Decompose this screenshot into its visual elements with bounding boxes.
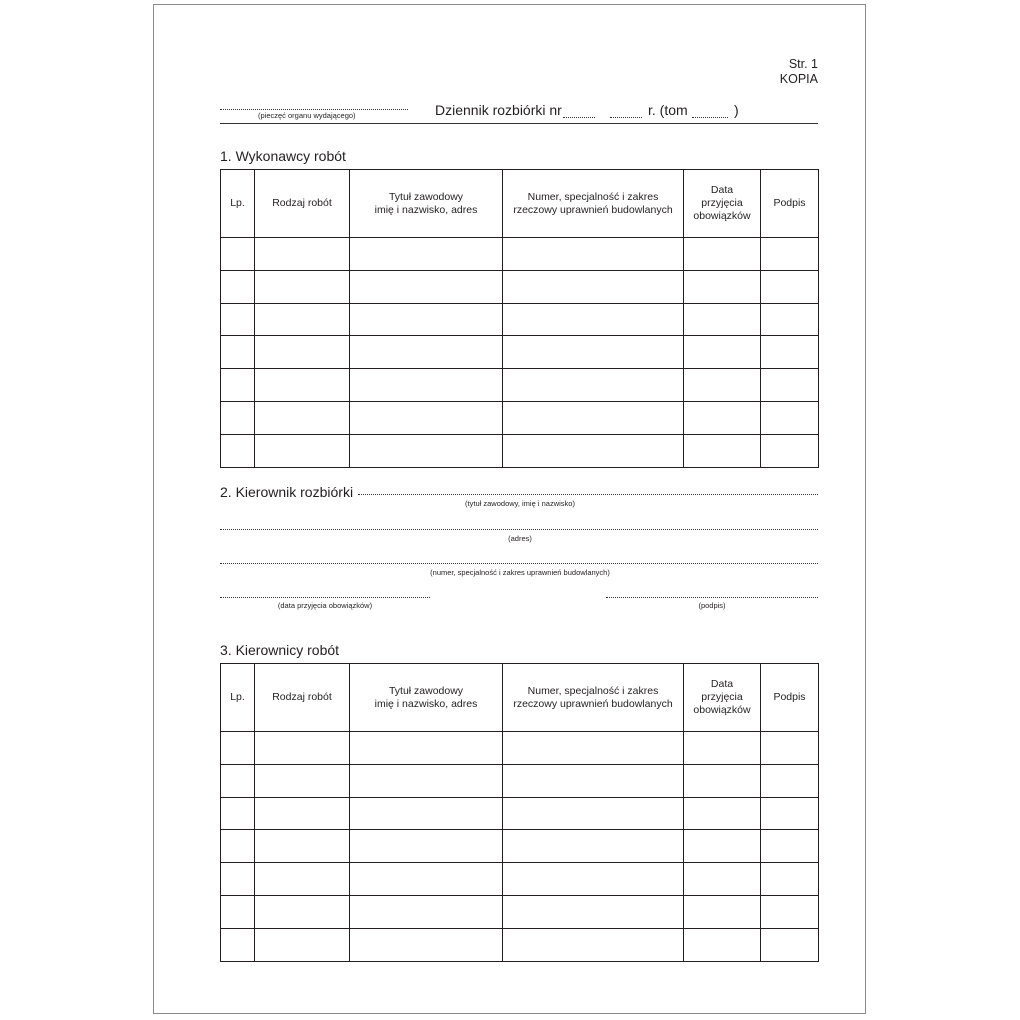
manager-name-field[interactable]: [358, 494, 818, 495]
cell-signature[interactable]: [761, 928, 819, 961]
cell-signature[interactable]: [761, 863, 819, 896]
cell-lp[interactable]: [221, 238, 255, 271]
page-number: Str. 1: [788, 57, 818, 71]
cell-work-type[interactable]: [255, 369, 350, 402]
cell-work-type[interactable]: [255, 830, 350, 863]
title-mid: r. (tom: [648, 102, 688, 118]
table-row: [221, 764, 819, 797]
copy-label: KOPIA: [779, 72, 818, 86]
cell-name-address[interactable]: [350, 434, 503, 467]
column-header-signature: Podpis: [761, 170, 819, 238]
cell-work-type[interactable]: [255, 270, 350, 303]
cell-date[interactable]: [684, 863, 761, 896]
table-row: [221, 928, 819, 961]
cell-date[interactable]: [684, 830, 761, 863]
cell-signature[interactable]: [761, 732, 819, 765]
cell-lp[interactable]: [221, 928, 255, 961]
cell-lp[interactable]: [221, 797, 255, 830]
cell-work-type[interactable]: [255, 863, 350, 896]
cell-lp[interactable]: [221, 336, 255, 369]
manager-signature-caption: (podpis): [698, 601, 726, 610]
cell-signature[interactable]: [761, 830, 819, 863]
cell-permissions[interactable]: [503, 732, 684, 765]
manager-date-field[interactable]: [220, 597, 430, 598]
column-header-lp: Lp.: [221, 664, 255, 732]
cell-signature[interactable]: [761, 270, 819, 303]
cell-name-address[interactable]: [350, 895, 503, 928]
cell-date[interactable]: [684, 270, 761, 303]
stamp-dotted-line[interactable]: [220, 109, 408, 110]
form-page: [153, 4, 866, 1014]
table-row: [221, 401, 819, 434]
cell-permissions[interactable]: [503, 895, 684, 928]
cell-name-address[interactable]: [350, 732, 503, 765]
column-header-name-address: Tytuł zawodowy imię i nazwisko, adres: [350, 170, 503, 238]
column-header-permissions: Numer, specjalność i zakres rzeczowy uprawnień budowlanych: [503, 664, 684, 732]
column-header-name-address: Tytuł zawodowy imię i nazwisko, adres: [350, 664, 503, 732]
cell-signature[interactable]: [761, 895, 819, 928]
cell-signature[interactable]: [761, 797, 819, 830]
cell-lp[interactable]: [221, 895, 255, 928]
cell-permissions[interactable]: [503, 401, 684, 434]
cell-date[interactable]: [684, 369, 761, 402]
column-header-permissions: Numer, specjalność i zakres rzeczowy uprawnień budowlanych: [503, 170, 684, 238]
title-prefix: Dziennik rozbiórki nr: [435, 102, 562, 118]
column-header-signature: Podpis: [761, 664, 819, 732]
cell-date[interactable]: [684, 895, 761, 928]
cell-permissions[interactable]: [503, 270, 684, 303]
section-1-heading: 1. Wykonawcy robót: [220, 148, 346, 164]
cell-name-address[interactable]: [350, 764, 503, 797]
section-2-heading: 2. Kierownik rozbiórki: [220, 484, 354, 500]
column-header-work-type: Rodzaj robót: [255, 664, 350, 732]
table-row: [221, 270, 819, 303]
cell-permissions[interactable]: [503, 863, 684, 896]
contractors-table: [220, 169, 819, 468]
cell-work-type[interactable]: [255, 895, 350, 928]
cell-date[interactable]: [684, 764, 761, 797]
column-header-work-type: Rodzaj robót: [255, 170, 350, 238]
cell-work-type[interactable]: [255, 434, 350, 467]
cell-lp[interactable]: [221, 270, 255, 303]
cell-permissions[interactable]: [503, 336, 684, 369]
cell-signature[interactable]: [761, 764, 819, 797]
manager-address-caption: (adres): [508, 534, 532, 543]
manager-name-caption: (tytuł zawodowy, imię i nazwisko): [465, 499, 575, 508]
manager-permissions-caption: (numer, specjalność i zakres uprawnień budowlanych): [430, 568, 610, 577]
cell-name-address[interactable]: [350, 863, 503, 896]
cell-name-address[interactable]: [350, 270, 503, 303]
cell-name-address[interactable]: [350, 336, 503, 369]
cell-lp[interactable]: [221, 863, 255, 896]
column-header-lp: Lp.: [221, 170, 255, 238]
table-row: [221, 434, 819, 467]
site-managers-table: [220, 663, 819, 962]
table-row: [221, 797, 819, 830]
manager-permissions-field[interactable]: [220, 563, 818, 564]
table-row: [221, 830, 819, 863]
column-header-date: Data przyjęcia obowiązków: [684, 170, 761, 238]
year-field[interactable]: [610, 117, 642, 118]
cell-work-type[interactable]: [255, 928, 350, 961]
table-row: [221, 863, 819, 896]
table-row: [221, 238, 819, 271]
title-end: ): [734, 102, 739, 118]
manager-date-caption: (data przyjęcia obowiązków): [277, 601, 373, 610]
cell-date[interactable]: [684, 303, 761, 336]
table-row: [221, 303, 819, 336]
cell-permissions[interactable]: [503, 797, 684, 830]
cell-permissions[interactable]: [503, 303, 684, 336]
table-row: [221, 369, 819, 402]
cell-date[interactable]: [684, 401, 761, 434]
cell-permissions[interactable]: [503, 764, 684, 797]
section-3-heading: 3. Kierownicy robót: [220, 642, 340, 658]
cell-name-address[interactable]: [350, 303, 503, 336]
header-rule: [220, 123, 818, 124]
table-header-row: [221, 170, 819, 238]
cell-signature[interactable]: [761, 401, 819, 434]
cell-lp[interactable]: [221, 369, 255, 402]
table-row: [221, 336, 819, 369]
cell-date[interactable]: [684, 797, 761, 830]
cell-name-address[interactable]: [350, 369, 503, 402]
cell-date[interactable]: [684, 928, 761, 961]
cell-date[interactable]: [684, 732, 761, 765]
table-row: [221, 895, 819, 928]
cell-name-address[interactable]: [350, 401, 503, 434]
cell-work-type[interactable]: [255, 732, 350, 765]
cell-signature[interactable]: [761, 303, 819, 336]
cell-work-type[interactable]: [255, 401, 350, 434]
cell-lp[interactable]: [221, 830, 255, 863]
cell-permissions[interactable]: [503, 830, 684, 863]
cell-signature[interactable]: [761, 434, 819, 467]
journal-number-field[interactable]: [563, 117, 595, 118]
cell-work-type[interactable]: [255, 303, 350, 336]
cell-lp[interactable]: [221, 732, 255, 765]
cell-work-type[interactable]: [255, 336, 350, 369]
cell-name-address[interactable]: [350, 830, 503, 863]
manager-address-field[interactable]: [220, 529, 818, 530]
cell-name-address[interactable]: [350, 238, 503, 271]
volume-field[interactable]: [692, 117, 728, 118]
cell-lp[interactable]: [221, 303, 255, 336]
cell-signature[interactable]: [761, 369, 819, 402]
page-number-block: [780, 57, 818, 87]
cell-work-type[interactable]: [255, 238, 350, 271]
table-header-row: [221, 664, 819, 732]
cell-permissions[interactable]: [503, 928, 684, 961]
cell-date[interactable]: [684, 434, 761, 467]
manager-signature-field[interactable]: [606, 597, 818, 598]
stamp-caption: (pieczęć organu wydającego): [258, 111, 356, 120]
table-row: [221, 732, 819, 765]
cell-date[interactable]: [684, 336, 761, 369]
cell-signature[interactable]: [761, 336, 819, 369]
cell-work-type[interactable]: [255, 797, 350, 830]
cell-lp[interactable]: [221, 401, 255, 434]
cell-permissions[interactable]: [503, 369, 684, 402]
cell-permissions[interactable]: [503, 434, 684, 467]
cell-name-address[interactable]: [350, 797, 503, 830]
cell-lp[interactable]: [221, 764, 255, 797]
column-header-date: Data przyjęcia obowiązków: [684, 664, 761, 732]
cell-permissions[interactable]: [503, 238, 684, 271]
cell-name-address[interactable]: [350, 928, 503, 961]
cell-signature[interactable]: [761, 238, 819, 271]
cell-date[interactable]: [684, 238, 761, 271]
cell-lp[interactable]: [221, 434, 255, 467]
document-title: [435, 102, 562, 118]
cell-work-type[interactable]: [255, 764, 350, 797]
